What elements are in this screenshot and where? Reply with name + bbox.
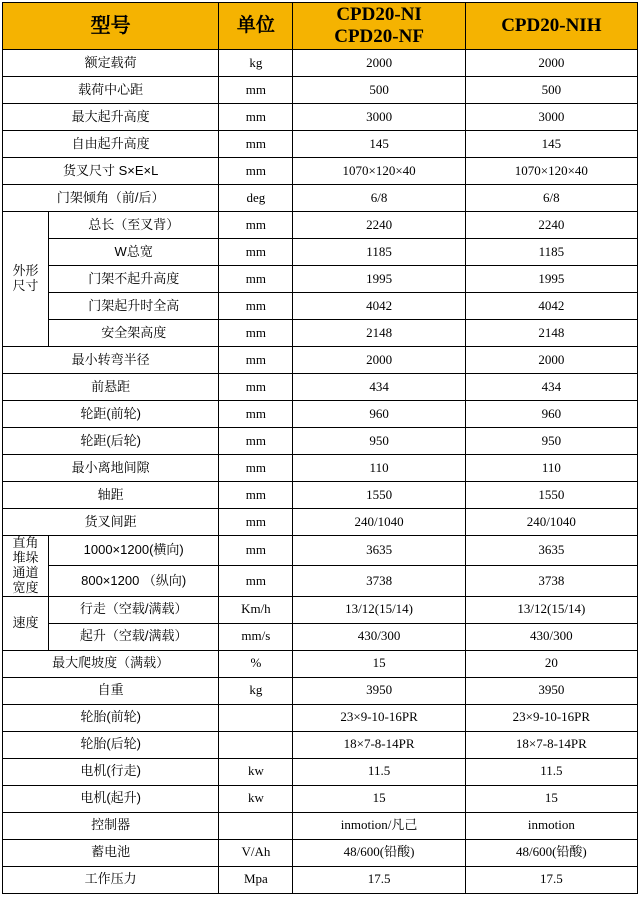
row-value-1: 240/1040 <box>293 509 465 536</box>
row-value-1: 17.5 <box>293 866 465 893</box>
row-unit: kg <box>219 677 293 704</box>
header-model-col1-line2: CPD20-NF <box>334 26 424 47</box>
row-value-2: 500 <box>465 77 637 104</box>
row-value-2: 3950 <box>465 677 637 704</box>
row-label: 门架起升时全高 <box>49 293 219 320</box>
row-unit: deg <box>219 185 293 212</box>
row-label: 轴距 <box>3 482 219 509</box>
table-row <box>3 266 638 293</box>
table-row <box>3 566 638 596</box>
table-row <box>3 731 638 758</box>
row-unit <box>219 704 293 731</box>
row-value-1: 15 <box>293 650 465 677</box>
row-unit <box>219 812 293 839</box>
table-row <box>3 623 638 650</box>
row-unit: mm <box>219 482 293 509</box>
row-label: 自重 <box>3 677 219 704</box>
group-label-line2: 堆垛 <box>12 549 39 565</box>
row-value-2: 1070×120×40 <box>465 158 637 185</box>
row-value-1: 3000 <box>293 104 465 131</box>
row-value-2: 6/8 <box>465 185 637 212</box>
row-value-2: inmotion <box>465 812 637 839</box>
row-unit: V/Ah <box>219 839 293 866</box>
group-label-line1: 外形 <box>12 263 39 279</box>
header-model-col2: CPD20-NIH <box>465 3 637 50</box>
row-label: 轮胎(后轮) <box>3 731 219 758</box>
row-label: 前悬距 <box>3 374 219 401</box>
row-label: 载荷中心距 <box>3 77 219 104</box>
row-label: 轮距(后轮) <box>3 428 219 455</box>
header-model: 型号 <box>3 3 219 50</box>
row-value-2: 48/600(铅酸) <box>465 839 637 866</box>
row-value-1: inmotion/凡己 <box>293 812 465 839</box>
row-value-1: 23×9-10-16PR <box>293 704 465 731</box>
row-value-1: 1995 <box>293 266 465 293</box>
row-value-1: 145 <box>293 131 465 158</box>
row-value-1: 4042 <box>293 293 465 320</box>
row-value-2: 18×7-8-14PR <box>465 731 637 758</box>
row-label: 货叉尺寸 S×E×L <box>3 158 219 185</box>
table-row <box>3 104 638 131</box>
row-label: 轮胎(前轮) <box>3 704 219 731</box>
header-model-col1 <box>293 3 465 50</box>
row-unit: Mpa <box>219 866 293 893</box>
row-unit: mm <box>219 347 293 374</box>
row-unit: kw <box>219 758 293 785</box>
row-label: 门架不起升高度 <box>49 266 219 293</box>
row-label: 安全架高度 <box>49 320 219 347</box>
row-unit: mm <box>219 158 293 185</box>
row-value-2: 2000 <box>465 50 637 77</box>
row-value-2: 4042 <box>465 293 637 320</box>
row-value-1: 430/300 <box>293 623 465 650</box>
table-row <box>3 50 638 77</box>
row-label: 800×1200 （纵向) <box>49 566 219 596</box>
row-label: 工作压力 <box>3 866 219 893</box>
table-row <box>3 158 638 185</box>
row-value-1: 1550 <box>293 482 465 509</box>
row-label: 控制器 <box>3 812 219 839</box>
row-value-2: 23×9-10-16PR <box>465 704 637 731</box>
row-value-1: 434 <box>293 374 465 401</box>
row-value-2: 240/1040 <box>465 509 637 536</box>
row-label: 轮距(前轮) <box>3 401 219 428</box>
row-unit: mm/s <box>219 623 293 650</box>
row-unit: kw <box>219 785 293 812</box>
row-value-1: 48/600(铅酸) <box>293 839 465 866</box>
row-value-2: 13/12(15/14) <box>465 596 637 623</box>
row-value-2: 430/300 <box>465 623 637 650</box>
table-row <box>3 185 638 212</box>
row-value-1: 1070×120×40 <box>293 158 465 185</box>
row-unit: mm <box>219 212 293 239</box>
row-label: 电机(行走) <box>3 758 219 785</box>
row-label: 门架倾角（前/后） <box>3 185 219 212</box>
table-row <box>3 77 638 104</box>
row-unit: mm <box>219 77 293 104</box>
row-label: 额定载荷 <box>3 50 219 77</box>
row-value-2: 17.5 <box>465 866 637 893</box>
row-unit: mm <box>219 536 293 566</box>
row-unit: mm <box>219 131 293 158</box>
row-unit: mm <box>219 455 293 482</box>
row-value-2: 3738 <box>465 566 637 596</box>
row-unit: mm <box>219 401 293 428</box>
row-value-1: 18×7-8-14PR <box>293 731 465 758</box>
table-row <box>3 596 638 623</box>
table-row <box>3 374 638 401</box>
row-value-2: 3000 <box>465 104 637 131</box>
row-value-1: 6/8 <box>293 185 465 212</box>
table-row <box>3 839 638 866</box>
row-value-2: 145 <box>465 131 637 158</box>
row-value-2: 11.5 <box>465 758 637 785</box>
row-label: 行走（空载/满载） <box>49 596 219 623</box>
row-label: 最大爬坡度（满载） <box>3 650 219 677</box>
table-row <box>3 131 638 158</box>
table-row <box>3 866 638 893</box>
row-label: 起升（空载/满载） <box>49 623 219 650</box>
row-label: 1000×1200(横向) <box>49 536 219 566</box>
row-value-2: 15 <box>465 785 637 812</box>
row-unit <box>219 731 293 758</box>
specification-table <box>2 2 638 894</box>
group-label-line2: 尺寸 <box>12 278 39 293</box>
table-row <box>3 320 638 347</box>
row-value-2: 20 <box>465 650 637 677</box>
group-label-aisle-width <box>3 536 49 597</box>
row-value-1: 3738 <box>293 566 465 596</box>
row-unit: mm <box>219 266 293 293</box>
row-value-2: 434 <box>465 374 637 401</box>
row-value-2: 1550 <box>465 482 637 509</box>
row-label: W总宽 <box>49 239 219 266</box>
row-value-2: 1995 <box>465 266 637 293</box>
row-unit: mm <box>219 428 293 455</box>
row-value-2: 110 <box>465 455 637 482</box>
table-row <box>3 536 638 566</box>
header-unit: 单位 <box>219 3 293 50</box>
group-label-line4: 宽度 <box>12 579 39 595</box>
row-value-2: 2240 <box>465 212 637 239</box>
row-label: 自由起升高度 <box>3 131 219 158</box>
table-header-row <box>3 3 638 50</box>
row-value-2: 3635 <box>465 536 637 566</box>
group-label-line3: 通道 <box>12 564 39 580</box>
table-row <box>3 509 638 536</box>
row-label: 总长（至叉背） <box>49 212 219 239</box>
row-unit: mm <box>219 293 293 320</box>
header-model-col1-line1: CPD20-NI <box>336 4 422 26</box>
row-label: 货叉间距 <box>3 509 219 536</box>
row-unit: mm <box>219 320 293 347</box>
row-unit: mm <box>219 239 293 266</box>
row-value-1: 3635 <box>293 536 465 566</box>
table-row <box>3 239 638 266</box>
row-value-2: 960 <box>465 401 637 428</box>
row-value-2: 2148 <box>465 320 637 347</box>
table-row <box>3 212 638 239</box>
row-unit: mm <box>219 104 293 131</box>
row-unit: mm <box>219 374 293 401</box>
row-value-1: 13/12(15/14) <box>293 596 465 623</box>
row-value-1: 1185 <box>293 239 465 266</box>
row-value-1: 110 <box>293 455 465 482</box>
row-value-1: 2000 <box>293 347 465 374</box>
group-label-line1: 直角 <box>12 535 39 550</box>
row-unit: % <box>219 650 293 677</box>
table-row <box>3 677 638 704</box>
row-value-2: 1185 <box>465 239 637 266</box>
row-value-1: 2148 <box>293 320 465 347</box>
row-label: 最小转弯半径 <box>3 347 219 374</box>
row-value-1: 3950 <box>293 677 465 704</box>
row-unit: mm <box>219 509 293 536</box>
row-value-2: 2000 <box>465 347 637 374</box>
table-row <box>3 401 638 428</box>
row-value-1: 960 <box>293 401 465 428</box>
row-unit: kg <box>219 50 293 77</box>
row-value-1: 2000 <box>293 50 465 77</box>
table-row <box>3 347 638 374</box>
row-label: 最大起升高度 <box>3 104 219 131</box>
table-row <box>3 758 638 785</box>
row-value-1: 500 <box>293 77 465 104</box>
table-row <box>3 812 638 839</box>
table-row <box>3 455 638 482</box>
row-value-1: 950 <box>293 428 465 455</box>
row-label: 电机(起升) <box>3 785 219 812</box>
table-row <box>3 785 638 812</box>
group-label-dimensions <box>3 212 49 347</box>
table-row <box>3 704 638 731</box>
row-label: 最小离地间隙 <box>3 455 219 482</box>
row-unit: Km/h <box>219 596 293 623</box>
row-value-1: 15 <box>293 785 465 812</box>
row-value-1: 11.5 <box>293 758 465 785</box>
table-row <box>3 482 638 509</box>
table-row <box>3 293 638 320</box>
table-row <box>3 428 638 455</box>
group-label-speed: 速度 <box>3 596 49 650</box>
row-value-1: 2240 <box>293 212 465 239</box>
row-label: 蓄电池 <box>3 839 219 866</box>
row-unit: mm <box>219 566 293 596</box>
table-row <box>3 650 638 677</box>
row-value-2: 950 <box>465 428 637 455</box>
